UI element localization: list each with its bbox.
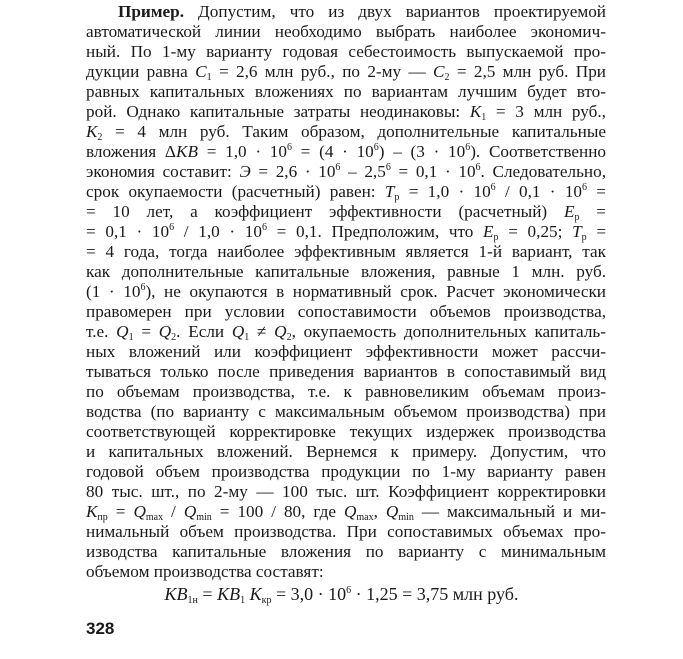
paragraph-line: изводства капитальные вложения по варианту с минимальным (86, 542, 606, 561)
formula: $KB_{1н} = KB_1$ $K_{кр} = 3,0 \cdot 10^6 \cdot 1,25 = 3,75$ млн руб. (164, 584, 519, 606)
paragraph-line: автоматической линии необходимо выбрать наиболее экономич- (86, 22, 606, 41)
paragraph-line: объемом производства составят: (86, 562, 324, 581)
paragraph-line: т.е. $Q_1 = Q_2$. Если $Q_1 \ne Q_2$, окупаемость дополнительных капиталь- (86, 322, 606, 343)
paragraph-line: равных капитальных вложениях по вариантам лучшим будет вто- (86, 82, 606, 101)
paragraph-line: 80 тыс. шт., по 2-му — 100 тыс. шт. Коэффициент корректировки (86, 482, 606, 501)
page-number: 328 (86, 619, 115, 638)
paragraph-line: нимальный объем производства. При сопоставимых объемах про- (86, 522, 606, 541)
paragraph-line: водства (по варианту с максимальным объемом производства) при (86, 402, 606, 421)
paragraph-line: $(1 \cdot 10^6)$, не окупаются в нормативный срок. Расчет экономически (86, 282, 607, 301)
paragraph-line: как дополнительные капитальные вложения, равные 1 млн. руб. (86, 262, 606, 281)
paragraph-line: и капитальных вложений. Вернемся к примеру. Допустим, что (86, 442, 606, 461)
paragraph-line: Пример. Допустим, что из двух вариантов проектируемой (118, 2, 606, 21)
paragraph-line: годовой объем производства продукции по 1-му варианту равен (86, 462, 606, 481)
paragraph-line: $К_{пр} = Q_{max} / Q_{min} = 100 / 80$, где $Q_{max}$, $Q_{min}$ — максимальный и ми- (86, 502, 607, 523)
paragraph-line: рой. Однако капитальные затраты неодинаковы: $К_1 = 3$ млн руб., (86, 102, 606, 123)
paragraph-line: по объемам производства, т.е. к равновеликим объемам произ- (86, 382, 606, 401)
paragraph-line: экономия составит: $Э = 2,6 \cdot 10^6 - 2,5^6 = 0,1 \cdot 10^6$. Следовательно, (86, 162, 606, 181)
paragraph-line: тываться только после приведения вариантов в сопоставимый вид (86, 362, 606, 381)
paragraph-line: соответствующей корректировке текущих издержек производства (86, 422, 606, 441)
paragraph-line: = $0,1 \cdot 10^6 / 1,0 \cdot 10^6 = 0,1$. Предположим, что $Е_р = 0,25$; $Т_р$ = (86, 222, 607, 243)
paragraph-line: $К_2 = 4$ млн руб. Таким образом, дополнительные капитальные (86, 122, 606, 143)
paragraph-line: = 4 года, тогда наиболее эффективным является 1-й вариант, так (86, 242, 606, 261)
paragraph-line: дукции равна $С_1 = 2,6$ млн руб., по 2-му — $С_2 = 2,5$ млн руб. При (86, 62, 607, 83)
paragraph-line: срок окупаемости (расчетный) равен: $Т_р = 1,0 \cdot 10^6 / 0,1 \cdot 10^6$ = (86, 182, 606, 203)
paragraph-line: ных вложений или коэффициент эффективности может рассчи- (86, 342, 606, 361)
paragraph-line: = 10 лет, а коэффициент эффективности (расчетный) $Е_р$ = (86, 202, 606, 223)
paragraph-line: вложения $\Delta KB = 1,0 \cdot 10^6 = (4 \cdot 10^6) - (3 \cdot 10^6)$. Соответственно (86, 142, 607, 161)
paragraph-line: ный. По 1-му варианту годовая себестоимость выпускаемой про- (86, 42, 606, 61)
paragraph-line: правомерен при условии сопоставимости объемов производства, (86, 302, 606, 321)
